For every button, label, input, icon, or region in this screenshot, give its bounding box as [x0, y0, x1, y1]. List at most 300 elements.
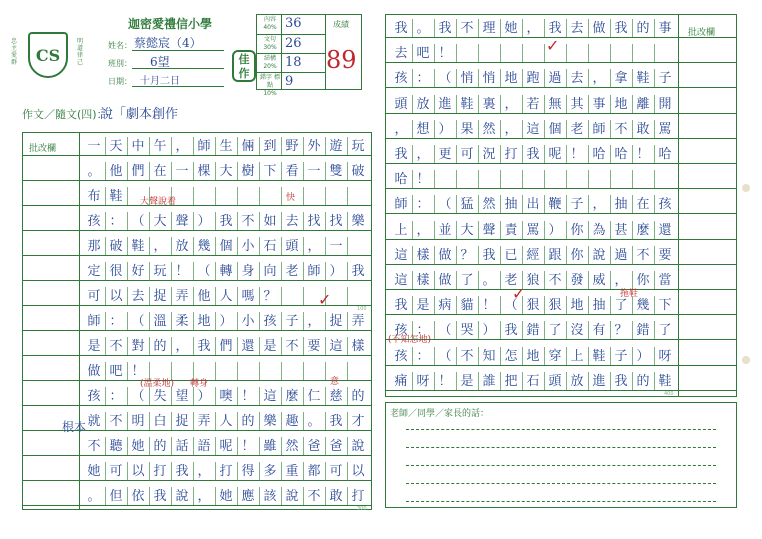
- grid-character: 鞋: [636, 71, 650, 87]
- grid-character: ，: [175, 339, 189, 354]
- grid-character: 沒: [570, 323, 584, 339]
- grid-character: 呀: [416, 373, 430, 389]
- correction-mark: (不知怎地): [388, 335, 432, 345]
- grid-character: 孩: [394, 71, 408, 87]
- grid-character: ）: [636, 348, 650, 364]
- grid-character: 不: [548, 273, 562, 288]
- grid-character: 進: [438, 96, 452, 112]
- grid-character: 找: [307, 214, 321, 229]
- class-value: 6望: [150, 55, 170, 69]
- grid-character: 是: [263, 339, 277, 354]
- grid-character: 痛: [394, 373, 408, 389]
- name-value: 蔡懿宸（4）: [134, 36, 202, 50]
- grid-character: 已: [504, 247, 518, 263]
- grid-character: 然: [482, 197, 496, 213]
- grid-character: 得: [241, 464, 255, 479]
- grid-character: 他: [197, 289, 211, 304]
- grid-character: 。: [87, 164, 101, 179]
- score-row: 結構 20% 18: [257, 53, 325, 72]
- grid-character: 我: [394, 147, 408, 162]
- grid-character: 去: [285, 214, 299, 229]
- grid-character: 。: [482, 273, 496, 288]
- grid-row: [83, 362, 369, 380]
- grid-character: 知: [482, 348, 496, 364]
- grid-character: 可: [460, 147, 474, 162]
- correction-mark: 根本: [62, 420, 87, 434]
- grid-character: 不: [460, 21, 474, 36]
- grid-character: 哈: [658, 147, 672, 162]
- grid-character: 我: [394, 298, 408, 314]
- grid-character: 該: [263, 489, 277, 504]
- grid-character: ！: [438, 373, 452, 389]
- grid-character: 依: [131, 489, 145, 504]
- grid-character: 發: [570, 273, 584, 288]
- date-label: 日期：: [108, 77, 132, 86]
- grid-character: 打: [351, 489, 365, 504]
- grid-character: （: [438, 323, 452, 339]
- grid-character: 。: [307, 414, 321, 429]
- correction-column-label: 批改欄: [688, 28, 716, 38]
- grid-character: 雙: [329, 164, 343, 179]
- grid-row: [390, 19, 676, 37]
- grid-character: 我: [614, 373, 628, 389]
- grid-character: 拿: [614, 71, 628, 87]
- grid-character: 一: [87, 139, 101, 154]
- grid-row: [390, 321, 676, 339]
- grid-character: 放: [416, 96, 430, 112]
- grid-character: 師: [87, 314, 101, 329]
- grid-character: ，: [592, 71, 606, 87]
- grid-character: ，: [416, 147, 430, 162]
- grid-character: 爸: [329, 439, 343, 454]
- grid-character: 。: [416, 21, 430, 36]
- grid-row: [83, 137, 369, 155]
- grid-character: 狼: [526, 273, 540, 288]
- grid-character: 病: [438, 298, 452, 314]
- grid-character: 不: [109, 339, 123, 354]
- grid-row: [83, 387, 369, 405]
- grid-character: 在: [153, 164, 167, 179]
- grid-character: 做: [438, 273, 452, 288]
- total-score: 89: [326, 46, 357, 74]
- grid-character: 並: [438, 222, 452, 238]
- grid-character: 哈: [394, 172, 408, 188]
- grid-row: [390, 145, 676, 163]
- score-row: 錯字 標點 10% 9: [257, 72, 325, 91]
- grid-character: 穿: [548, 348, 562, 364]
- grid-character: 到: [263, 139, 277, 154]
- grid-character: 鞭: [548, 197, 562, 213]
- grid-character: 明: [131, 414, 145, 429]
- grid-character: 進: [592, 373, 606, 389]
- grid-character: 我: [394, 21, 408, 36]
- grid-character: ！: [175, 264, 189, 279]
- grid-character: 不: [109, 414, 123, 429]
- grid-character: ：: [109, 389, 123, 404]
- grid-character: 多: [263, 464, 277, 479]
- grid-character: 這: [394, 273, 408, 288]
- grid-character: 天: [109, 139, 123, 154]
- grid-character: ）: [482, 323, 496, 339]
- grid-character: 事: [658, 21, 672, 36]
- grid-character: 望: [175, 389, 189, 404]
- grid-character: 其: [570, 96, 584, 112]
- grid-character: 事: [592, 96, 606, 112]
- grid-character: 想: [416, 121, 430, 137]
- grid-character: 找: [329, 214, 343, 229]
- grid-character: 的: [351, 389, 365, 404]
- grid-character: 向: [263, 264, 277, 279]
- grid-character: 地: [197, 314, 211, 329]
- grid-row: [390, 44, 676, 62]
- grid-character: 我: [526, 147, 540, 162]
- grid-character: 噢: [219, 389, 233, 404]
- grid-character: 打: [219, 464, 233, 479]
- school-logo: [28, 32, 68, 78]
- grid-character: ，: [175, 139, 189, 154]
- grid-character: 悄: [482, 71, 496, 87]
- grid-character: 的: [636, 373, 650, 389]
- grid-character: 當: [658, 273, 672, 288]
- grid-character: 打: [504, 147, 518, 162]
- grid-character: 樣: [351, 339, 365, 354]
- name-label: 姓名：: [108, 41, 132, 50]
- grid-character: 麼: [285, 389, 299, 404]
- grid-character: 狠: [526, 298, 540, 314]
- grid-character: 定: [87, 264, 101, 279]
- grid-character: 捉: [153, 289, 167, 304]
- grid-character: 一: [175, 164, 189, 179]
- grid-character: 溫: [153, 314, 167, 329]
- grid-character: 哭: [460, 323, 474, 339]
- grid-character: 我: [482, 247, 496, 263]
- grid-character: 柔: [175, 314, 189, 329]
- grid-character: 她: [131, 439, 145, 454]
- feedback-box: [385, 402, 737, 508]
- grid-character: 捉: [175, 414, 189, 429]
- grid-character: 了: [614, 298, 628, 314]
- grid-character: 把: [504, 373, 518, 389]
- grid-character: 子: [570, 197, 584, 213]
- grid-character: ：: [416, 348, 430, 364]
- grid-character: ，: [504, 96, 518, 112]
- grid-character: 鞋: [658, 373, 672, 389]
- grid-character: 上: [394, 222, 408, 238]
- grid-character: 看: [285, 164, 299, 179]
- grid-character: 棵: [197, 164, 211, 179]
- grid-character: 對: [131, 339, 145, 354]
- grid-character: 孩: [394, 348, 408, 364]
- grid-character: 樹: [241, 164, 255, 179]
- grid-character: 鞋: [592, 348, 606, 364]
- grid-character: ！: [482, 298, 496, 314]
- grid-row: [83, 162, 369, 180]
- grid-character: 孩: [394, 323, 408, 339]
- grid-character: 們: [219, 339, 233, 354]
- row-number: 400: [664, 390, 674, 397]
- grid-character: 慈: [329, 389, 343, 404]
- correction-mark: (溫柔地): [140, 379, 175, 389]
- grid-character: 去: [570, 71, 584, 87]
- grid-character: 還: [658, 222, 672, 238]
- grid-character: ！: [636, 147, 650, 162]
- grid-character: 麼: [636, 222, 650, 238]
- grid-character: 語: [197, 439, 211, 454]
- grid-character: 弄: [197, 414, 211, 429]
- grid-character: ：: [109, 214, 123, 229]
- grid-character: 身: [241, 264, 255, 279]
- grid-character: 午: [153, 139, 167, 154]
- grid-character: 仁: [307, 389, 321, 404]
- grid-character: （: [131, 214, 145, 229]
- grid-character: 白: [153, 414, 167, 429]
- grid-character: 不: [87, 439, 101, 454]
- grid-character: ？: [460, 247, 474, 263]
- score-row: 內容 40% 36: [263, 16, 302, 31]
- grid-character: ，: [504, 121, 518, 137]
- grid-character: 嗎: [241, 289, 255, 304]
- grid-character: 要: [658, 247, 672, 263]
- grid-character: 不: [307, 489, 321, 504]
- grid-row: [390, 347, 676, 365]
- grid-character: 抽: [614, 197, 628, 213]
- date-value: 十月二日: [140, 76, 180, 87]
- grid-character: 如: [263, 214, 277, 229]
- correction-mark: 拖鞋: [620, 289, 639, 299]
- grid-character: 了: [460, 273, 474, 288]
- grid-character: 師: [197, 139, 211, 154]
- grid-character: 玩: [351, 139, 365, 154]
- grid-character: 的: [636, 21, 650, 36]
- tick-mark: ✓: [546, 36, 560, 55]
- grid-character: 樣: [416, 273, 430, 288]
- grid-character: 孩: [263, 314, 277, 329]
- grid-character: ，: [197, 489, 211, 504]
- grid-character: 狠: [548, 298, 562, 314]
- grid-character: 大: [219, 164, 233, 179]
- grid-character: 放: [175, 239, 189, 254]
- grid-character: 聲: [175, 214, 189, 229]
- grid-character: ，: [614, 273, 628, 288]
- grid-character: 樣: [416, 247, 430, 263]
- grid-character: 破: [351, 164, 365, 179]
- grid-character: 鞋: [131, 239, 145, 254]
- correction-mark: 意: [330, 377, 340, 387]
- grid-character: 但: [109, 489, 123, 504]
- grid-row: [83, 312, 369, 330]
- grid-character: 悄: [460, 71, 474, 87]
- grid-character: 爸: [307, 439, 321, 454]
- grid-character: 小: [241, 239, 255, 254]
- grid-character: 呢: [548, 147, 562, 162]
- grid-character: （: [438, 348, 452, 364]
- grid-character: 樂: [263, 414, 277, 429]
- grid-character: （: [131, 389, 145, 404]
- grid-character: 都: [307, 464, 321, 479]
- grid-character: 幾: [197, 239, 211, 254]
- grid-character: （: [438, 71, 452, 87]
- topic-value: 說「劇本創作: [100, 107, 179, 122]
- grid-character: 去: [570, 21, 584, 36]
- grid-character: 我: [175, 464, 189, 479]
- grid-character: 他: [109, 164, 123, 179]
- grid-character: 頭: [285, 239, 299, 254]
- grid-character: 生: [219, 139, 233, 154]
- grid-character: 敢: [329, 489, 343, 504]
- grid-character: 有: [592, 323, 606, 339]
- grid-character: 的: [241, 414, 255, 429]
- grid-row: [390, 69, 676, 87]
- grid-character: 孩: [87, 214, 101, 229]
- grid-character: 哈: [614, 147, 628, 162]
- grid-character: 這: [526, 121, 540, 137]
- correction-mark: 大聲說着: [140, 197, 177, 207]
- grid-character: （: [197, 264, 211, 279]
- grid-character: 敢: [636, 121, 650, 137]
- grid-character: 弄: [351, 314, 365, 329]
- grid-character: ，: [526, 21, 540, 36]
- grid-character: 地: [504, 71, 518, 87]
- grid-character: 做: [87, 364, 101, 379]
- grid-character: 她: [219, 489, 233, 504]
- grid-character: 跑: [526, 71, 540, 87]
- grid-character: 一: [329, 239, 343, 254]
- grid-character: ：: [416, 323, 430, 339]
- grid-row: [83, 462, 369, 480]
- grid-character: 罵: [658, 121, 672, 137]
- grid-character: 不: [636, 247, 650, 263]
- grid-character: 倆: [241, 139, 255, 154]
- score-heading: 成績: [333, 20, 349, 29]
- grid-character: 理: [482, 21, 496, 36]
- grid-character: 抽: [592, 298, 606, 314]
- grid-character: 不: [241, 214, 255, 229]
- grid-character: 們: [131, 164, 145, 179]
- grid-character: 貓: [460, 298, 474, 314]
- grid-character: 地: [614, 96, 628, 112]
- grid-character: 去: [131, 289, 145, 304]
- grid-row: [390, 372, 676, 390]
- grid-character: 去: [394, 46, 408, 62]
- grid-character: 中: [131, 139, 145, 154]
- grid-character: 然: [285, 439, 299, 454]
- grid-character: ）: [329, 264, 343, 279]
- grid-character: 可: [109, 464, 123, 479]
- grid-character: 我: [197, 339, 211, 354]
- feedback-heading: 老師／同學／家長的話：: [390, 409, 490, 419]
- grid-character: 我: [219, 214, 233, 229]
- grid-character: 在: [636, 197, 650, 213]
- grid-character: 放: [570, 373, 584, 389]
- grid-character: 還: [241, 339, 255, 354]
- grid-row: [83, 212, 369, 230]
- grid-character: 是: [416, 298, 430, 314]
- grid-character: 不: [285, 339, 299, 354]
- grid-character: 可: [329, 464, 343, 479]
- grid-row: [390, 95, 676, 113]
- row-number: 100: [357, 306, 367, 312]
- grid-character: 她: [504, 21, 518, 36]
- grid-row-line: [386, 188, 736, 189]
- logo-text: CS: [35, 46, 61, 65]
- grid-character: 然: [482, 121, 496, 137]
- grid-character: 子: [658, 71, 672, 87]
- grid-character: 你: [570, 247, 584, 263]
- grid-character: 不: [460, 348, 474, 364]
- grid-character: （: [131, 314, 145, 329]
- grid-character: 誰: [482, 373, 496, 389]
- grid-character: 師: [592, 121, 606, 137]
- grid-character: 老: [285, 264, 299, 279]
- grid-character: ：: [416, 71, 430, 87]
- grid-character: 地: [526, 348, 540, 364]
- grid-character: 了: [658, 323, 672, 339]
- grid-character: 頭: [394, 96, 408, 112]
- grid-character: ）: [197, 389, 211, 404]
- grid-character: ，: [307, 314, 321, 329]
- grid-character: ）: [219, 314, 233, 329]
- grid-row: [83, 187, 369, 205]
- grid-character: 下: [263, 164, 277, 179]
- grid-character: 幾: [636, 298, 650, 314]
- grid-character: 吧: [416, 46, 430, 62]
- grid-character: 她: [87, 464, 101, 479]
- grid-character: ！: [570, 147, 584, 162]
- grid-character: 老: [504, 273, 518, 288]
- grid-character: 為: [592, 222, 606, 238]
- grid-character: 鞋: [109, 189, 123, 204]
- grid-character: 師: [394, 197, 408, 213]
- grid-character: ：: [109, 314, 123, 329]
- grid-character: 老: [570, 121, 584, 137]
- grid-character: 我: [438, 21, 452, 36]
- topic-label: 作文／隨文(四)：: [22, 108, 108, 121]
- correction-mark: 轉身: [190, 379, 209, 389]
- excellent-stamp: 佳作: [232, 50, 256, 82]
- grid-character: ！: [438, 46, 452, 62]
- grid-character: ，: [592, 197, 606, 213]
- grid-character: 小: [241, 314, 255, 329]
- grid-character: 趣: [285, 414, 299, 429]
- grid-character: 要: [307, 339, 321, 354]
- grid-character: 地: [570, 298, 584, 314]
- grid-character: 猛: [460, 197, 474, 213]
- grid-character: 若: [526, 96, 540, 112]
- grid-character: 經: [526, 247, 540, 263]
- grid-character: 我: [153, 489, 167, 504]
- grid-character: 以: [351, 464, 365, 479]
- grid-character: 我: [329, 414, 343, 429]
- grid-character: 玩: [153, 264, 167, 279]
- class-label: 班別：: [108, 59, 132, 68]
- grid-row: [390, 170, 676, 188]
- grid-character: ：: [416, 197, 430, 213]
- grid-character: 打: [153, 464, 167, 479]
- school-name: 迦密愛禮信小學: [128, 17, 213, 31]
- grid-character: （: [504, 298, 518, 314]
- grid-character: 樂: [351, 214, 365, 229]
- grid-character: 遊: [329, 139, 343, 154]
- grid-character: 這: [263, 389, 277, 404]
- grid-character: 下: [658, 298, 672, 314]
- grid-character: 錯: [526, 323, 540, 339]
- grid-character: 不: [614, 121, 628, 137]
- grid-character: 就: [87, 414, 101, 429]
- grid-character: 吧: [109, 364, 123, 379]
- grid-character: 以: [109, 289, 123, 304]
- grid-character: 應: [241, 489, 255, 504]
- grid-character: 威: [592, 273, 606, 288]
